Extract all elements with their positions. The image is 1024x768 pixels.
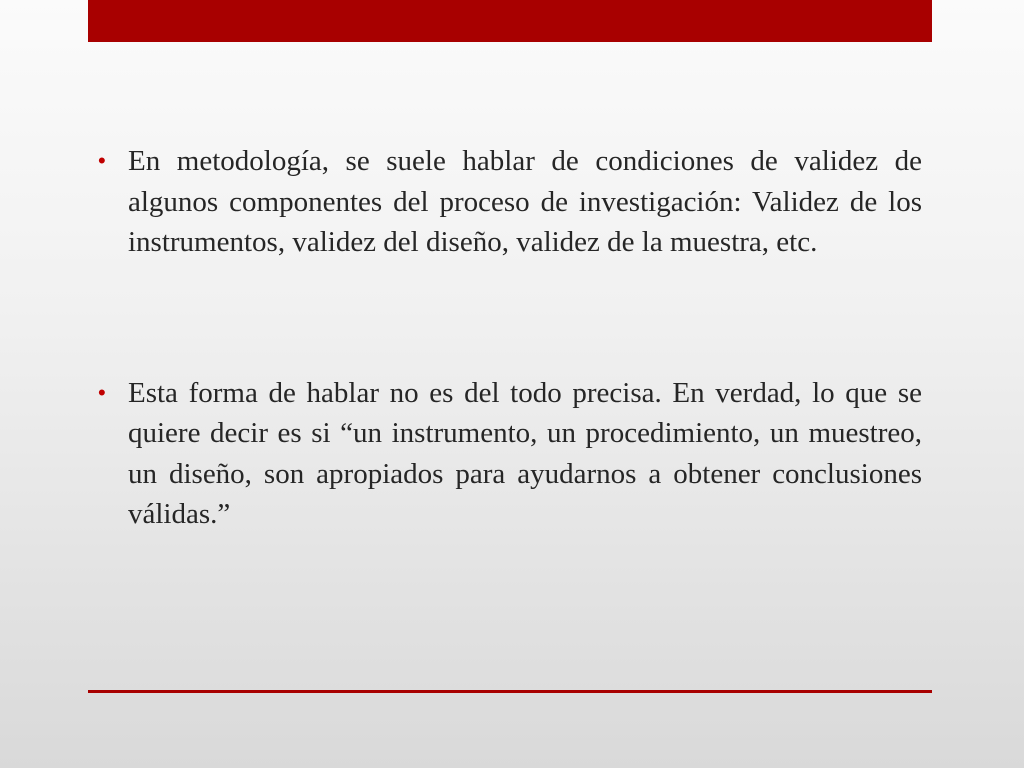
bullet-text: Esta forma de hablar no es del todo precisa. En verdad, lo que se quiere decir es si “un instrumento, un procedimiento, un muestreo, un diseño, son apropiados para ayudarnos a obtener conclusiones válidas.”: [128, 376, 922, 530]
bullet-item: [98, 141, 922, 263]
bullet-text: En metodología, se suele hablar de condiciones de validez de algunos componentes del proceso de investigación: Validez de los instrumentos, validez del diseño, validez de la muestra, etc.: [128, 145, 922, 258]
bullet-item: [98, 373, 922, 535]
top-accent-bar: [88, 0, 932, 42]
bullet-icon: •: [98, 148, 106, 173]
slide-body: [98, 141, 922, 535]
bullet-icon: •: [98, 379, 106, 405]
bottom-accent-line: [88, 690, 932, 693]
